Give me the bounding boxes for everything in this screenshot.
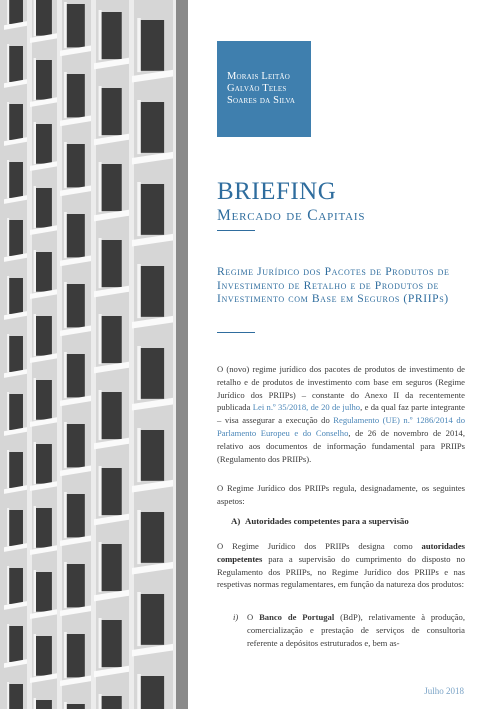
authorities-text-2: para a supervisão do cumprimento do disposto no Regulamento dos PRIIPs, no Regime Jurídico dos PRIIPs e nas respetivas normas regulamentares, em função da natureza dos produtos: bbox=[217, 553, 465, 590]
firm-logo bbox=[217, 41, 311, 137]
item-bold: Banco de Portugal bbox=[259, 612, 335, 622]
section-a-heading bbox=[217, 516, 409, 526]
authorities-text-1: O Regime Jurídico dos PRIIPs designa como bbox=[217, 541, 422, 551]
document-title: BRIEFING bbox=[217, 178, 337, 205]
heading-divider bbox=[217, 332, 255, 333]
title-divider bbox=[217, 230, 255, 231]
authorities-paragraph bbox=[217, 540, 465, 591]
authorities-bold: autoridades competentes bbox=[217, 541, 465, 564]
article-heading: Regime Jurídico dos Pacotes de Produtos de Investimento de Retalho e de Produtos de Investimento com Base em Seguros (PRIIPs) bbox=[217, 265, 450, 305]
list-item bbox=[233, 611, 465, 649]
publication-date: Julho 2018 bbox=[424, 686, 464, 696]
logo-line-3: Soares da Silva bbox=[227, 95, 296, 106]
regulation-link[interactable]: Regulamento (UE) n.º 1286/2014 do Parlamento Europeu e do Conselho bbox=[217, 415, 465, 438]
section-title: Autoridades competentes para a supervisão bbox=[245, 516, 409, 526]
section-letter: A) bbox=[231, 516, 241, 526]
logo-line-2: Galvão Teles bbox=[227, 83, 287, 94]
intro-text-2: , e da qual faz parte integrante – visa assegurar a execução do bbox=[217, 402, 465, 426]
intro-paragraph bbox=[217, 363, 465, 465]
building-facade-photo bbox=[0, 0, 188, 709]
item-text-2: (BdP), relativamente à produção, comercialização e prestação de serviços de consultoria referente a depósitos estruturados e, bem as- bbox=[247, 612, 466, 648]
logo-line-1: Morais Leitão bbox=[227, 71, 290, 82]
list-item-text bbox=[233, 611, 465, 649]
aspects-paragraph: O Regime Jurídico dos PRIIPs regula, designadamente, os seguintes aspetos: bbox=[217, 483, 465, 506]
document-subtitle: Mercado de Capitais bbox=[217, 207, 366, 224]
intro-text-1: O (novo) regime jurídico dos pacotes de produtos de investimento de retalho e de produtos de investimento com base em seguros (Regime Jurídico dos PRIIPs) – constante do Anexo II da recentemente publicada bbox=[217, 364, 465, 413]
law-link[interactable]: Lei n.º 35/2018, de 20 de julho bbox=[252, 402, 361, 413]
list-item-number: i) bbox=[233, 612, 239, 622]
item-text-1: O bbox=[247, 612, 260, 622]
intro-text-3: , de 26 de novembro de 2014, relativo aos documentos de informação fundamental para PRIIPs (Regulamento dos PRIIPs). bbox=[217, 427, 465, 464]
